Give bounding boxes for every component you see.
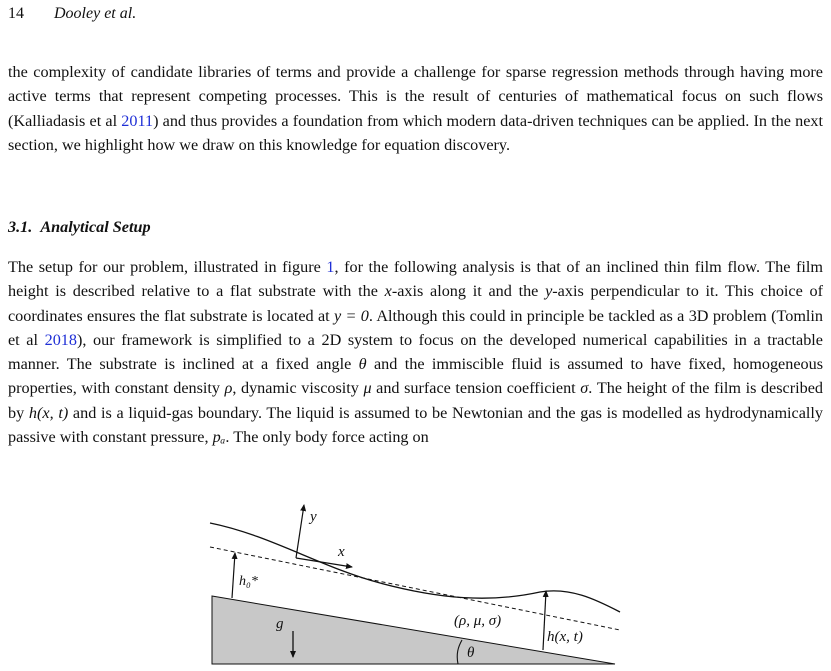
math-y: y xyxy=(545,282,553,301)
math-rho: ρ xyxy=(224,379,233,398)
gravity-label: g xyxy=(276,616,284,632)
math-p-a: pₐ xyxy=(212,428,226,447)
math-mu: μ xyxy=(363,379,372,398)
text-run: . Although this could in principle be tackled as a 3D problem (Tomlin et al xyxy=(8,306,824,349)
paragraph-setup xyxy=(8,255,823,449)
math-theta: θ xyxy=(358,355,367,374)
figure-ref-link[interactable]: 1 xyxy=(326,258,335,276)
h0-arrow xyxy=(232,553,235,598)
section-heading xyxy=(8,218,151,237)
y-axis-label: y xyxy=(310,509,317,525)
citation-link[interactable]: 2018 xyxy=(44,330,77,349)
text-run: ) and thus provides a foundation from which modern data-driven techniques can be applied. In the next section, we highlight how we draw on this knowledge for equation discovery. xyxy=(8,111,823,154)
running-authors: Dooley et al. xyxy=(54,5,137,22)
citation-link[interactable]: 2011 xyxy=(121,111,154,130)
math-sigma: σ xyxy=(580,379,589,398)
text-run: , dynamic viscosity xyxy=(232,379,364,398)
text-run: -axis perpendicular to it. This choice of coordinates ensures the flat substrate is located at xyxy=(8,282,823,325)
theta-label: θ xyxy=(467,645,475,661)
text-run: . The height of the film is described by xyxy=(8,379,823,422)
page-header xyxy=(8,5,136,23)
math-y-equals-0: y = 0 xyxy=(333,306,369,325)
page-number: 14 xyxy=(8,5,24,22)
y-axis-arrow xyxy=(296,505,304,558)
x-axis-label: x xyxy=(338,544,345,560)
h0-star-label: h₀* xyxy=(239,574,258,589)
text-run: and surface tension coefficient xyxy=(371,379,581,398)
text-run: , for the following analysis is that of an inclined thin film flow. The film height is described relative to a flat substrate with the xyxy=(8,258,823,301)
h-x-t-arrow xyxy=(543,591,546,650)
text-run: ), our framework is simplified to a 2D system to focus on the developed numerical capabilities in a tractable manner. The substrate is inclined at a fixed angle xyxy=(8,330,823,374)
fluid-properties-label: (ρ, μ, σ) xyxy=(454,613,502,629)
text-run: The setup for our problem, illustrated in figure xyxy=(8,258,327,276)
text-run: -axis along it and the xyxy=(391,282,546,301)
h-x-t-label: h(x, t) xyxy=(547,629,583,645)
math-x: x xyxy=(384,282,392,301)
text-run: and the immiscible fluid is assumed to have fixed, homogeneous properties, with constant density xyxy=(8,355,823,398)
section-number: 3.1. xyxy=(8,218,33,236)
thin-film-figure xyxy=(200,495,640,671)
film-surface-curve xyxy=(210,523,620,612)
text-run: and is a liquid-gas boundary. The liquid is assumed to be Newtonian and the gas is modelled as hydrodynamically passive with constant pressure, xyxy=(8,403,824,447)
text-run: the complexity of candidate libraries of terms and provide a challenge for sparse regression methods through having more active terms that represent competing processes. This is the result of centuries of mathematical focus on such flows (Kalliadasis et al xyxy=(8,63,823,130)
math-h-of-x-t: h(x, t) xyxy=(28,403,69,422)
text-run: . The only body force acting on xyxy=(225,428,429,447)
paragraph-intro xyxy=(8,60,823,157)
section-title: Analytical Setup xyxy=(40,218,151,236)
